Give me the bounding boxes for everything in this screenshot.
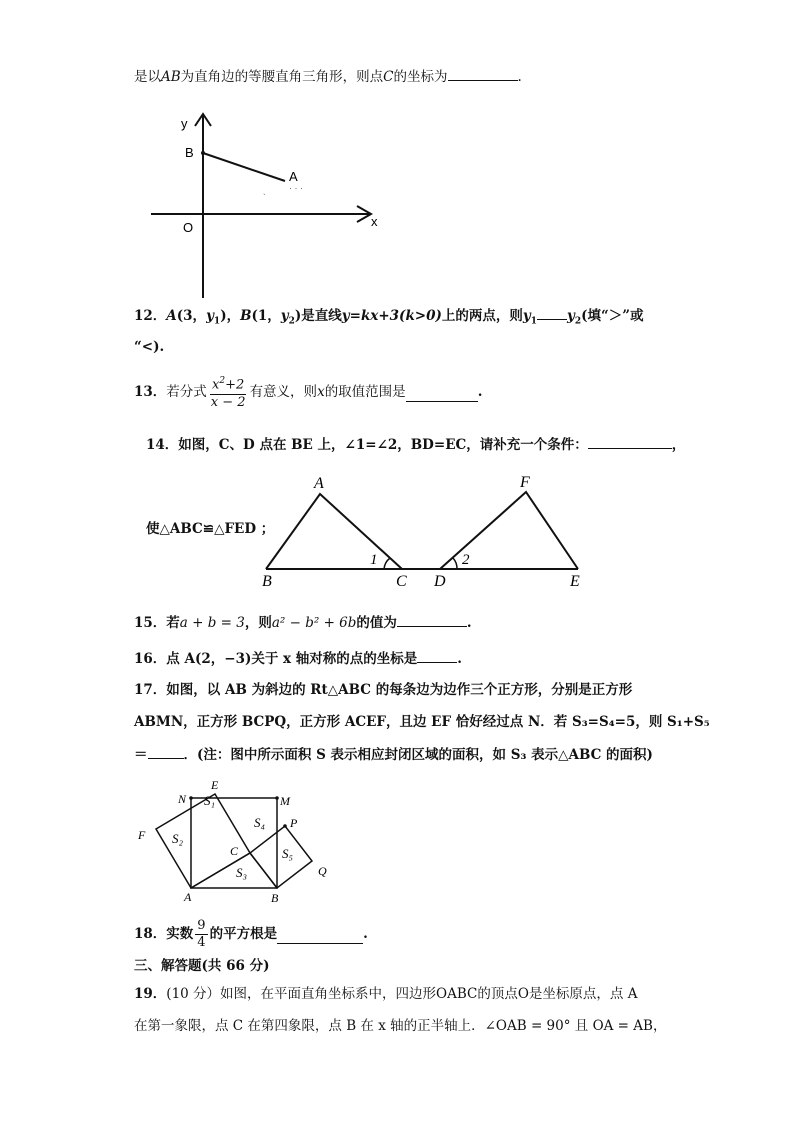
q18-answer-blank[interactable] [277,925,363,944]
q12-a-coord: (3， [176,308,207,324]
q16-answer-blank[interactable] [417,648,457,663]
q14-line2-text: 使△ABC≌△FED ； [146,521,275,537]
q17-line2-text: ABMN，正方形 BCPQ，正方形 ACEF，且边 EF 恰好经过点 N．若 S₃=S₄=5，则 S₁+S₅ [134,714,710,730]
label-b: B [185,145,194,160]
q14-line2 [146,519,274,539]
point-b [201,151,205,155]
q13-line [134,372,482,412]
label-q: Q [318,864,327,878]
label-e: E [570,573,580,590]
q17-line2 [134,712,710,732]
q17-number: 17． [134,682,167,698]
q14-figure [256,470,596,594]
angle-1-arc [384,558,390,569]
q13-answer-blank[interactable] [406,383,478,402]
q16-text: 点 A(2，−3)关于 x 轴对称的点的坐标是 [166,651,418,667]
q12-y2: y [280,308,289,324]
label-y: y [181,116,188,131]
q19-line1 [134,984,637,1004]
q15-answer-blank[interactable] [397,612,467,627]
q18-denominator: 4 [197,934,206,950]
q14-line1 [146,434,685,455]
q12-sub1b: 1 [530,316,538,327]
q13-fraction [209,373,248,410]
label-c: C [396,573,407,590]
label-d: D [434,573,446,590]
q12-answer-blank[interactable] [537,305,567,320]
q13-pre: 若分式 [166,384,207,400]
q12-b-coord: (1， [251,308,281,324]
label-s5: S₅ [282,846,294,861]
q17-answer-blank[interactable] [148,744,184,759]
q11-figure [145,108,395,300]
q11-end: . [517,69,522,85]
triangle-abc [266,494,402,569]
q13-var: x [317,384,325,400]
q15-cond: a + b = 3 [179,615,245,631]
q18-post: 的平方根是 [209,926,278,942]
q14-end: ， [671,437,686,453]
label-f: F [520,474,530,491]
q15-end: . [466,615,472,631]
segment-ba [203,153,285,181]
q11-c: C [383,69,394,85]
q13-denominator: x − 2 [210,394,246,410]
section-title-text: 三、解答题(共 66 分) [134,958,270,974]
q14-text: 如图，C、D 点在 BE 上，∠1=∠2，BD=EC，请补充一个条件： [178,437,588,453]
q12-close2: )是直线 [294,308,342,324]
square-bcpq [250,826,312,888]
q16-line [134,648,462,669]
label-a: A [314,475,324,492]
label-2: 2 [462,552,470,568]
angle-2-arc [453,558,457,569]
tick: ` [263,193,266,202]
q15-pre: 若 [166,615,180,631]
label-e: E [211,778,219,792]
q12-b: B [240,308,252,324]
q11-answer-blank[interactable] [448,66,518,81]
label-s1: S₁ [204,793,216,808]
q12-y1: y [206,308,214,324]
q11-ab: AB [161,69,181,85]
q12-sub2: 2 [288,316,295,327]
label-b: B [271,891,279,905]
q11-text-mid: 为直角边的等腰直角三角形，则点 [180,69,384,85]
q13-numerator [210,373,246,394]
label-s2: S₂ [172,831,184,846]
q18-fraction [195,918,207,951]
q14-answer-blank[interactable] [588,434,672,449]
q17-line3-post: ．(注：图中所示面积 S 表示相应封闭区域的面积，如 S₃ 表示△ABC 的面积) [183,747,653,763]
q17-line3 [134,744,653,765]
label-s4: S₄ [254,815,266,830]
q15-line [134,612,472,633]
q16-end: . [457,651,462,667]
q13-mid: 有意义，则 [249,384,318,400]
label-n: N [178,792,187,806]
label-o: O [183,220,194,235]
q18-number: 18． [134,926,167,942]
label-c: C [230,844,239,858]
q17-line3-pre: ＝ [134,747,148,763]
label-x: x [371,214,378,229]
q12-line1 [134,305,644,332]
q12-line2 [134,337,164,357]
q19-line2-text: 在第一象限，点 C 在第四象限，点 B 在 x 轴的正半轴上．∠OAB = 90° 且 OA = AB， [134,1018,667,1034]
q11-text-post: 的坐标为 [393,69,448,85]
q12-after: 上的两点，则 [441,308,523,324]
q15-post: 的值为 [356,615,397,631]
label-a: A [184,890,192,904]
q17-line1-text: 如图，以 AB 为斜边的 Rt△ABC 的每条边为边作三个正方形，分别是正方形 [166,682,633,698]
q12-y1b: y [522,308,531,324]
q18-numerator: 9 [197,917,206,933]
point-m [275,796,279,800]
q13-end: . [477,384,483,400]
dots: · · · [289,183,303,193]
q11-tail-line [134,66,522,87]
triangle-fde [440,492,578,569]
q18-pre: 实数 [166,926,194,942]
q12-tail: (填“＞”或 [581,308,644,324]
label-1: 1 [370,552,378,568]
q12-number: 12． [134,308,167,324]
q13-num-rest: +2 [225,377,245,393]
q18-line [134,914,368,954]
q12-sub2b: 2 [574,316,582,327]
q12-line-eq: y=kx+3(k>0) [341,308,442,324]
q12-sub1: 1 [213,316,221,327]
point-n [189,796,193,800]
q12-a: A [166,308,177,324]
q14-number: 14． [146,437,179,453]
q19-line1-text: (10 分）如图，在平面直角坐标系中，四边形OABC的顶点O是坐标原点，点 A [166,986,638,1002]
label-a: A [289,169,298,184]
q16-number: 16． [134,651,167,667]
q15-number: 15． [134,615,167,631]
label-f: F [138,828,146,842]
q13-num-exp: 2 [219,376,226,387]
q12-line2-text: “<). [134,339,165,355]
q13-number: 13． [134,384,167,400]
q13-post: 的取值范围是 [324,384,406,400]
label-p: P [290,816,298,830]
q17-line1 [134,680,632,700]
q19-number: 19． [134,986,167,1002]
q15-mid: ，则 [244,615,272,631]
label-s3: S₃ [236,865,248,880]
label-m: M [280,794,290,808]
q18-end: . [363,926,368,942]
q17-figure [132,775,342,907]
point-p [283,824,287,828]
q19-line2 [134,1016,666,1036]
q15-expr: a² − b² + 6b [271,615,357,631]
section-title [134,956,269,976]
q13-num-base: x [212,377,220,393]
label-b: B [262,573,272,590]
q12-y2b: y [567,308,575,324]
q11-text: 是以 [134,69,161,85]
q12-close1: )， [220,308,241,324]
